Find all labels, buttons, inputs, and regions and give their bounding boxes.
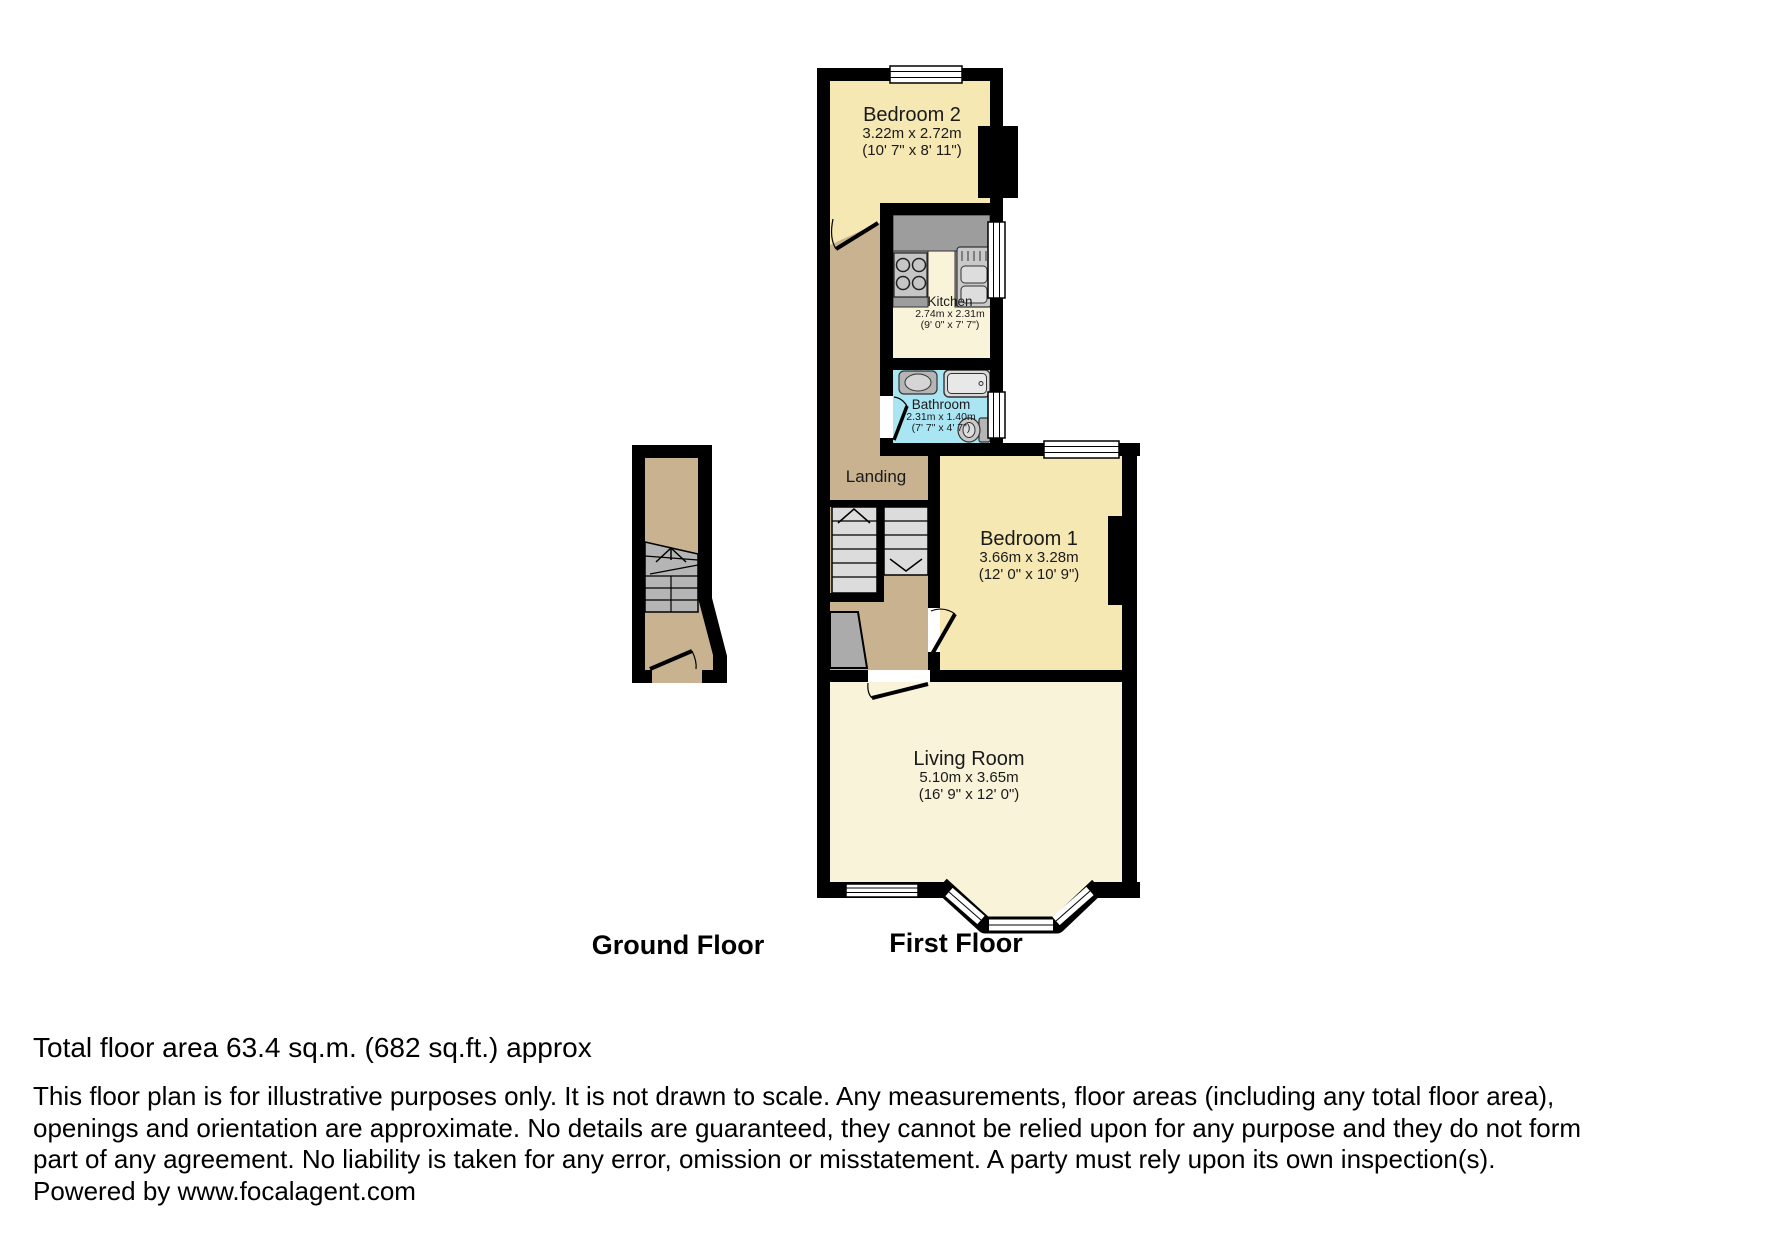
- bedroom2-window: [890, 66, 962, 83]
- room-name: Bedroom 2: [863, 104, 961, 126]
- landing-label: Landing: [845, 467, 907, 486]
- bathtub: [944, 370, 990, 397]
- kitchen-window: [988, 222, 1005, 298]
- disclaimer-line: This floor plan is for illustrative purposes only. It is not drawn to scale. Any measurements, floor areas (including any total floor area),: [33, 1081, 1555, 1111]
- ground-floor-caption: Ground Floor: [591, 930, 765, 960]
- room-dims-imperial: (9' 0" x 7' 7"): [920, 319, 980, 331]
- chimney-breast-rear: [978, 126, 1018, 198]
- chimney-breast-bedroom1: [1108, 516, 1122, 605]
- bedroom2-label: [862, 104, 961, 159]
- room-dims-imperial: (16' 9" x 12' 0"): [918, 785, 1020, 803]
- bedroom1-window: [1044, 441, 1119, 458]
- room-dims-imperial: (12' 0" x 10' 9"): [978, 565, 1080, 583]
- room-dims-metric: 5.10m x 3.65m: [919, 769, 1019, 786]
- disclaimer-line: part of any agreement. No liability is taken for any error, omission or misstatement. A party must rely upon its own inspection(s).: [33, 1144, 1496, 1174]
- room-dims-metric: 3.66m x 3.28m: [979, 549, 1079, 566]
- room-dims-metric: 2.74m x 2.31m: [915, 308, 985, 320]
- room-name: Living Room: [913, 748, 1025, 770]
- room-dims-metric: 2.31m x 1.40m: [906, 411, 976, 423]
- total-floor-area: Total floor area 63.4 sq.m. (682 sq.ft.) approx: [33, 1032, 592, 1063]
- disclaimer-line: Powered by www.focalagent.com: [33, 1175, 416, 1206]
- kitchen-label: [915, 295, 984, 331]
- room-name: Kitchen: [927, 294, 973, 309]
- disclaimer: [33, 1081, 1581, 1207]
- ground-stairs: [645, 542, 698, 612]
- livingroom-label: [913, 748, 1024, 803]
- bathroom-label: [906, 398, 975, 434]
- disclaimer-line: openings and orientation are approximate. No details are guaranteed, they cannot be relied upon for any purpose and they do not form: [33, 1112, 1582, 1143]
- room-name: Bathroom: [911, 397, 971, 412]
- hob: [894, 253, 927, 297]
- room-dims-imperial: (10' 7" x 8' 11"): [862, 141, 962, 159]
- room-name: Bedroom 1: [980, 528, 1078, 550]
- room-dims-metric: 3.22m x 2.72m: [862, 125, 962, 142]
- bedroom1-label: [979, 528, 1080, 583]
- footer: [33, 1031, 1581, 1207]
- ground-door-gap: [652, 670, 702, 683]
- bathroom-window: [988, 392, 1005, 438]
- first-floor-caption: First Floor: [889, 928, 1023, 958]
- livingroom-window: [846, 884, 918, 897]
- ground-floor-plan: [632, 445, 727, 683]
- bathroom-basin: [899, 371, 937, 394]
- room-dims-imperial: (7' 7" x 4' 7"): [911, 422, 971, 434]
